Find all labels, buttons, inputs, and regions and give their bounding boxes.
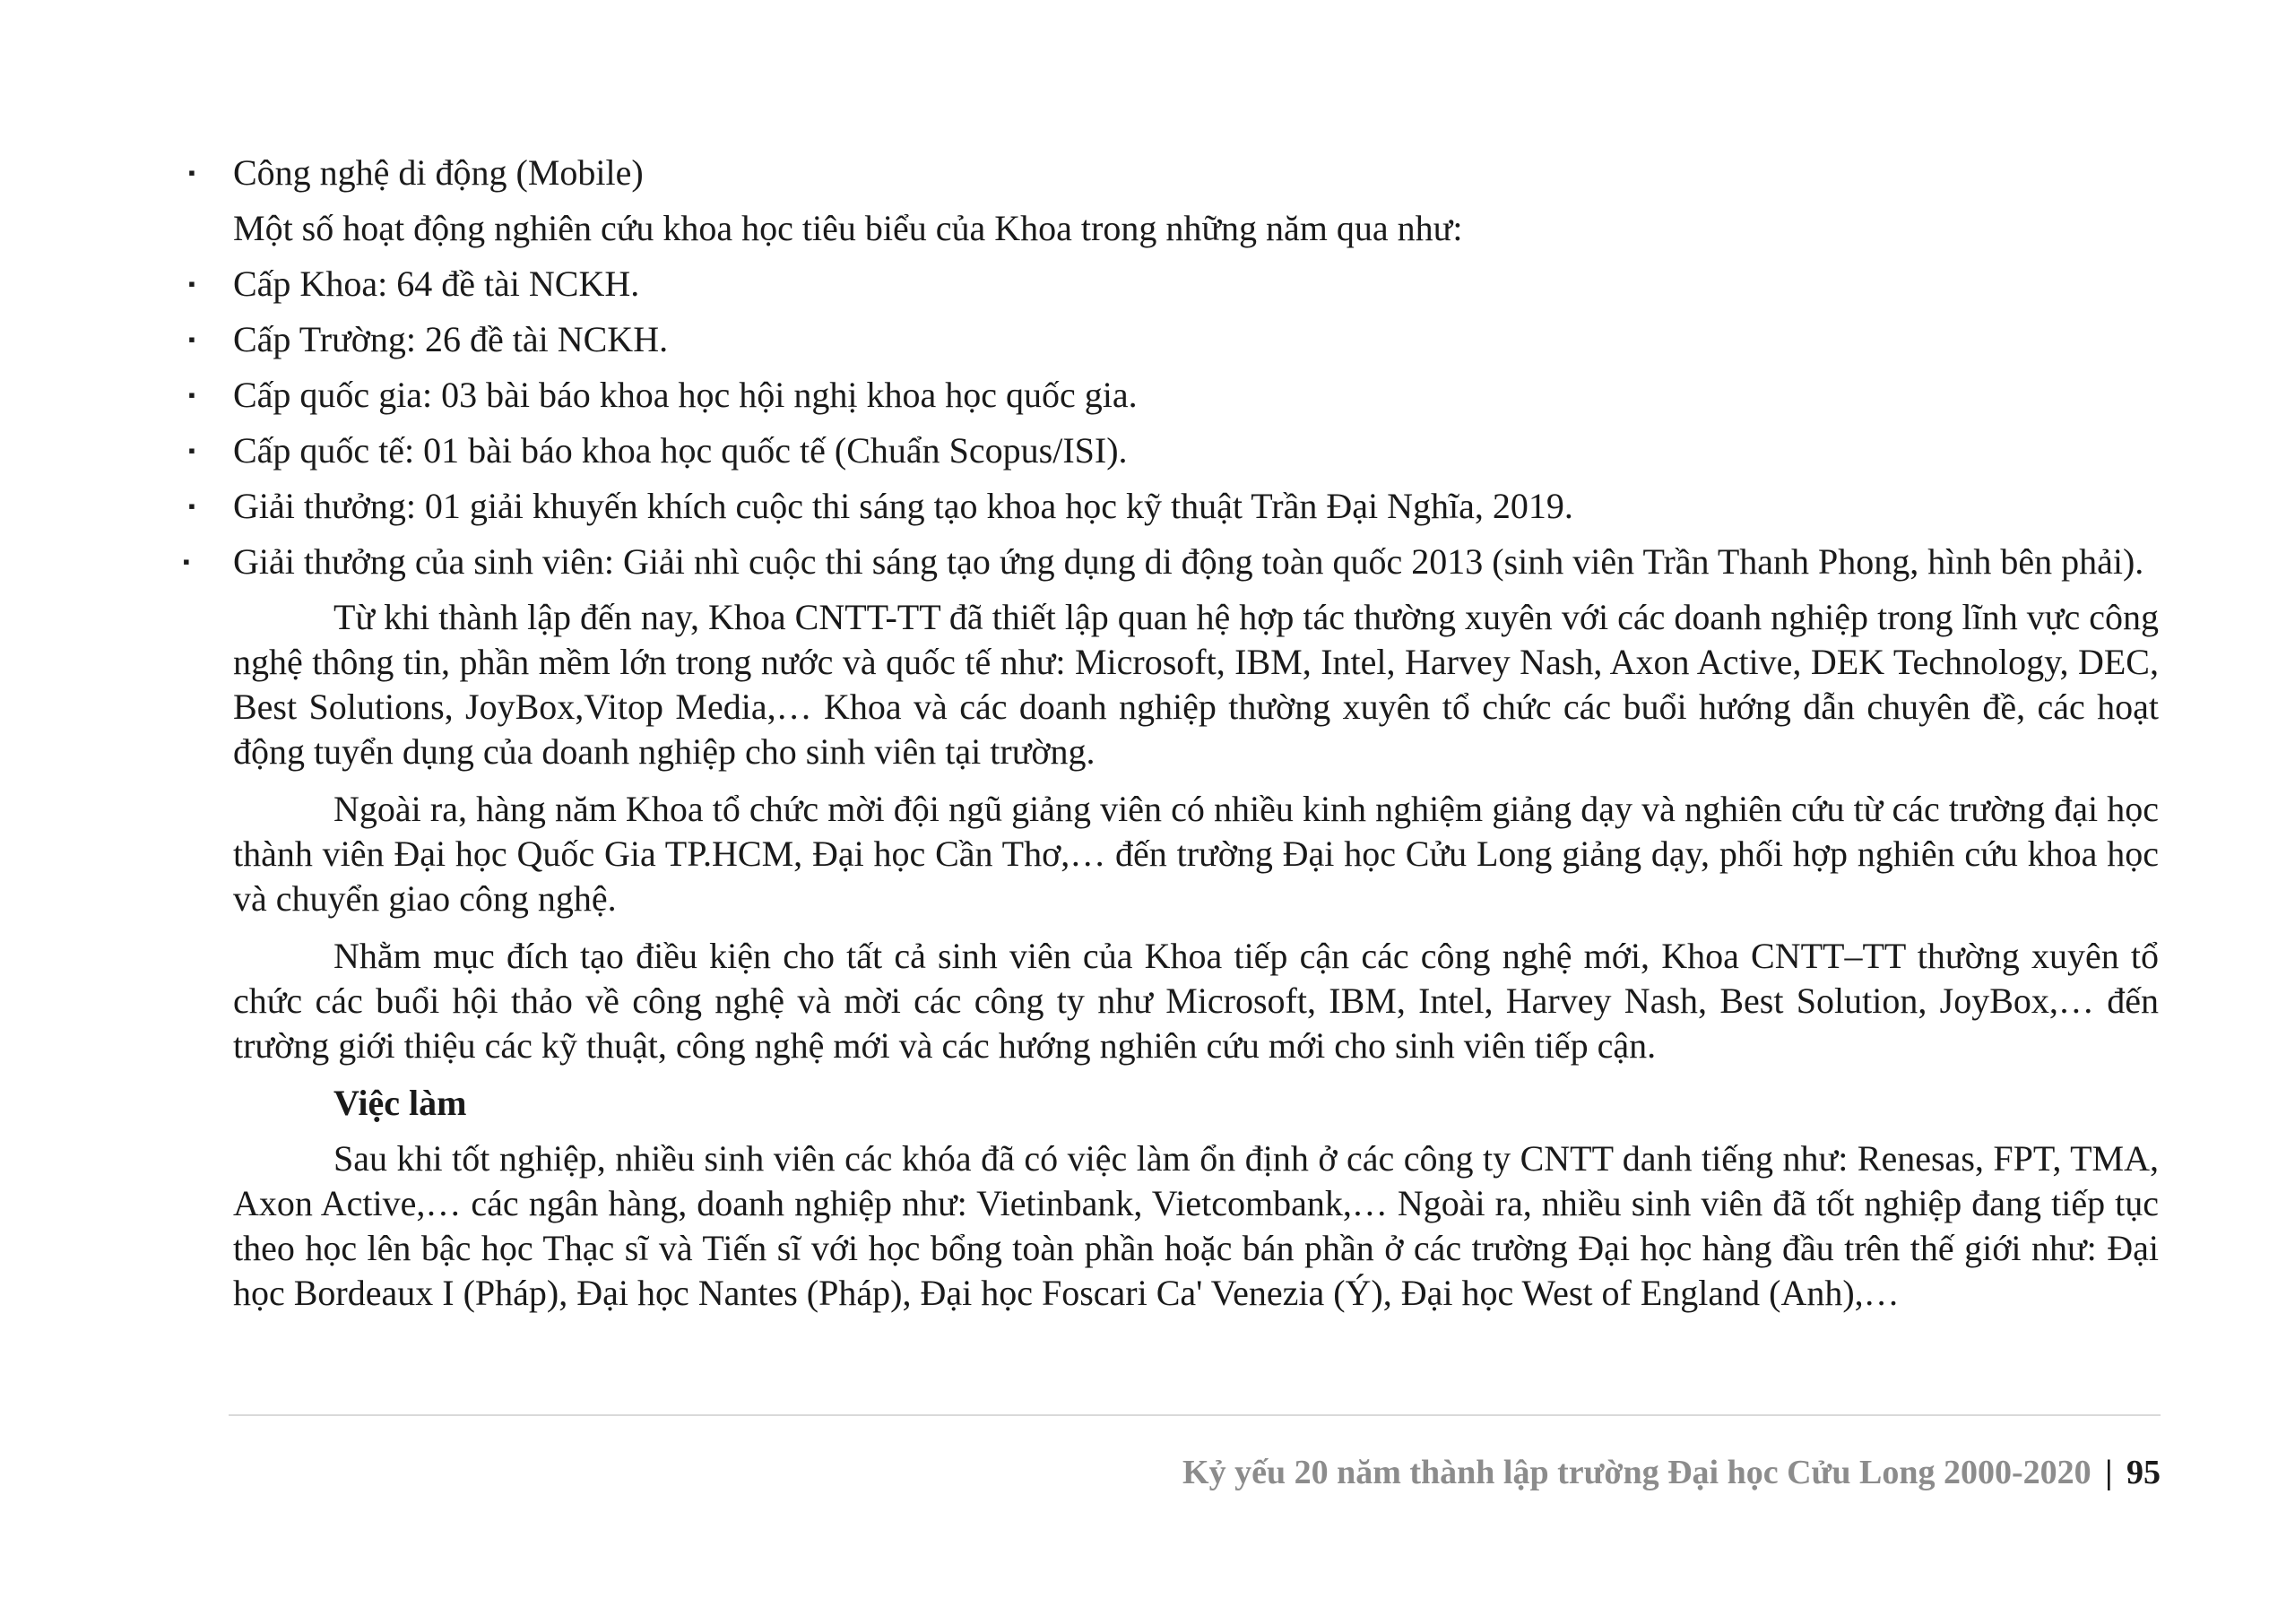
footer-divider — [229, 1414, 2161, 1416]
paragraph-employment: Sau khi tốt nghiệp, nhiều sinh viên các khóa đã có việc làm ổn định ở các công ty CNTT danh tiếng như: Renesas, FPT, TMA, Axon Active,… các ngân hàng, doanh nghiệp như: Vietinbank, Vietcombank,… Ngoài ra, nhiều sinh viên đã tốt nghiệp đang tiếp tục theo học lên bậc học Thạc sĩ và Tiến sĩ với học bổng toàn phần hoặc bán phần ở các trường Đại học hàng đầu trên thế giới như: Đại học Bordeaux I (Pháp), Đại học Nantes (Pháp), Đại học Foscari Ca' Venezia (Ý), Đại học West of England (Anh),… — [233, 1138, 2159, 1313]
page-content — [183, 151, 2159, 1328]
list-item — [188, 151, 2159, 195]
list-item — [188, 373, 2159, 418]
square-bullet-icon: ▪ — [188, 439, 195, 462]
page-number: 95 — [2126, 1454, 2161, 1491]
square-bullet-icon: ▪ — [188, 161, 195, 184]
page-footer — [1182, 1450, 2161, 1495]
list-item — [188, 317, 2159, 362]
paragraph-seminars: Nhằm mục đích tạo điều kiện cho tất cả sinh viên của Khoa tiếp cận các công nghệ mới, Khoa CNTT–TT thường xuyên tổ chức các buổi hội thảo về công nghệ và mời các công ty như Microsoft, IBM, Intel, Harvey Nash, Best Solution, JoyBox,… đến trường giới thiệu các kỹ thuật, công nghệ mới và các hướng nghiên cứu mới cho sinh viên tiếp cận. — [233, 936, 2159, 1066]
tech-bullet-list — [188, 151, 2159, 195]
footer-separator: | — [2105, 1454, 2113, 1491]
square-bullet-icon: ▪ — [183, 550, 190, 573]
footer-title: Kỷ yếu 20 năm thành lập trường Đại học Cửu Long 2000-2020 — [1182, 1454, 2091, 1491]
list-item — [188, 428, 2159, 473]
list-item — [188, 484, 2159, 529]
list-item — [188, 262, 2159, 307]
square-bullet-icon: ▪ — [188, 495, 195, 517]
paragraph-visiting-lecturers: Ngoài ra, hàng năm Khoa tổ chức mời đội ngũ giảng viên có nhiều kinh nghiệm giảng dạy và nghiên cứu từ các trường đại học thành viên Đại học Quốc Gia TP.HCM, Đại học Cần Thơ,… đến trường Đại học Cửu Long giảng dạy, phối hợp nghiên cứu khoa học và chuyển giao công nghệ. — [233, 789, 2159, 919]
bullet-text: Công nghệ di động (Mobile) — [233, 152, 644, 193]
bullet-text: Cấp quốc gia: 03 bài báo khoa học hội nghị khoa học quốc gia. — [233, 375, 1138, 415]
list-item — [183, 540, 2159, 584]
square-bullet-icon: ▪ — [188, 384, 195, 406]
bullet-text: Cấp Trường: 26 đề tài NCKH. — [233, 319, 669, 359]
bullet-text: Giải thưởng của sinh viên: Giải nhì cuộc thi sáng tạo ứng dụng di động toàn quốc 2013 (sinh viên Trần Thanh Phong, hình bên phải). — [233, 541, 2144, 582]
square-bullet-icon: ▪ — [188, 328, 195, 350]
research-intro: Một số hoạt động nghiên cứu khoa học tiêu biểu của Khoa trong những năm qua như: — [233, 208, 1463, 248]
paragraph-partnerships: Từ khi thành lập đến nay, Khoa CNTT-TT đã thiết lập quan hệ hợp tác thường xuyên với các doanh nghiệp trong lĩnh vực công nghệ thông tin, phần mềm lớn trong nước và quốc tế như: Microsoft, IBM, Intel, Harvey Nash, Axon Active, DEK Technology, DEC, Best Solutions, JoyBox,Vitop Media,… Khoa và các doanh nghiệp thường xuyên tổ chức các buổi hướng dẫn chuyên đề, các hoạt động tuyển dụng của doanh nghiệp cho sinh viên tại trường. — [233, 597, 2159, 772]
bullet-text: Cấp quốc tế: 01 bài báo khoa học quốc tế (Chuẩn Scopus/ISI). — [233, 430, 1128, 471]
section-heading-employment: Việc làm — [333, 1083, 467, 1123]
square-bullet-icon: ▪ — [188, 272, 195, 295]
bullet-text: Cấp Khoa: 64 đề tài NCKH. — [233, 263, 640, 304]
bullet-text: Giải thưởng: 01 giải khuyến khích cuộc thi sáng tạo khoa học kỹ thuật Trần Đại Nghĩa, 2019. — [233, 486, 1573, 526]
research-bullet-list — [183, 262, 2159, 584]
